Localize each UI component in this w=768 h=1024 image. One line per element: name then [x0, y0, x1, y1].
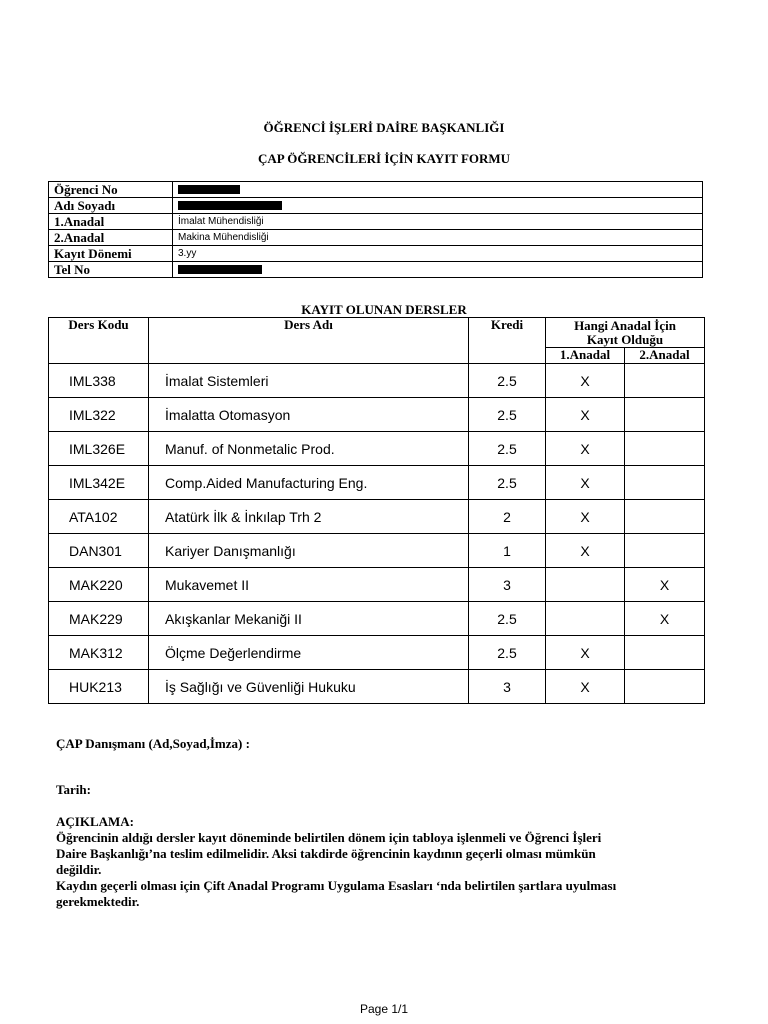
major-1-mark: X: [546, 670, 625, 704]
course-credit: 2.5: [469, 602, 546, 636]
header-major-1: 1.Anadal: [546, 348, 625, 364]
course-row: [49, 636, 705, 670]
date-label: Tarih:: [56, 782, 91, 797]
courses-heading: KAYIT OLUNAN DERSLER: [301, 302, 467, 317]
major-1-mark: [546, 568, 625, 602]
course-row: [49, 602, 705, 636]
course-name: İş Sağlığı ve Güvenliği Hukuku: [149, 670, 469, 704]
course-row: [49, 466, 705, 500]
courses-table: [48, 317, 705, 704]
major-1-mark: X: [546, 500, 625, 534]
major-1-mark: [546, 602, 625, 636]
course-code: DAN301: [49, 534, 149, 568]
student-field-label: 1.Anadal: [49, 214, 173, 230]
redaction-bar: [178, 265, 262, 274]
header-course-code: Ders Kodu: [49, 318, 149, 364]
major-2-mark: [625, 534, 705, 568]
course-name: Akışkanlar Mekaniği II: [149, 602, 469, 636]
major-2-mark: X: [625, 602, 705, 636]
form-title: ÇAP ÖĞRENCİLERİ İÇİN KAYIT FORMU: [257, 151, 511, 166]
header-course-name: Ders Adı: [149, 318, 469, 364]
course-credit: 3: [469, 670, 546, 704]
header-major-2: 2.Anadal: [625, 348, 705, 364]
course-code: HUK213: [49, 670, 149, 704]
course-row: [49, 364, 705, 398]
course-code: MAK229: [49, 602, 149, 636]
course-row: [49, 398, 705, 432]
major-2-mark: [625, 432, 705, 466]
advisor-signature-label: ÇAP Danışmanı (Ad,Soyad,İmza) :: [56, 736, 250, 751]
student-info-row: [49, 246, 703, 262]
student-field-value: [173, 182, 703, 198]
major-2-mark: X: [625, 568, 705, 602]
student-info-row: [49, 262, 703, 278]
office-title: ÖĞRENCİ İŞLERİ DAİRE BAŞKANLIĞI: [263, 120, 505, 135]
major-2-mark: [625, 500, 705, 534]
course-row: [49, 670, 705, 704]
course-row: [49, 534, 705, 568]
course-credit: 2.5: [469, 398, 546, 432]
course-code: ATA102: [49, 500, 149, 534]
explanation-line: Öğrencinin aldığı dersler kayıt döneminde belirtilen dönem için tabloya işlenmeli ve Öğrenci İşleri: [56, 830, 602, 845]
course-name: Kariyer Danışmanlığı: [149, 534, 469, 568]
course-name: İmalat Sistemleri: [149, 364, 469, 398]
student-field-value: Makina Mühendisliği: [173, 230, 703, 246]
course-name: Atatürk İlk & İnkılap Trh 2: [149, 500, 469, 534]
major-2-mark: [625, 636, 705, 670]
course-credit: 3: [469, 568, 546, 602]
course-code: MAK220: [49, 568, 149, 602]
student-field-value: 3.yy: [173, 246, 703, 262]
course-code: IML338: [49, 364, 149, 398]
student-info-row: [49, 214, 703, 230]
course-code: MAK312: [49, 636, 149, 670]
course-credit: 1: [469, 534, 546, 568]
course-credit: 2.5: [469, 364, 546, 398]
course-name: Comp.Aided Manufacturing Eng.: [149, 466, 469, 500]
course-code: IML322: [49, 398, 149, 432]
major-1-mark: X: [546, 534, 625, 568]
student-info-row: [49, 182, 703, 198]
explanation-line: değildir.: [56, 862, 102, 877]
major-1-mark: X: [546, 398, 625, 432]
page-number: Page 1/1: [359, 1002, 409, 1016]
major-1-mark: X: [546, 432, 625, 466]
header-credit: Kredi: [469, 318, 546, 364]
student-field-label: 2.Anadal: [49, 230, 173, 246]
major-1-mark: X: [546, 466, 625, 500]
major-2-mark: [625, 466, 705, 500]
explanation-title: AÇIKLAMA:: [56, 814, 134, 829]
course-name: Ölçme Değerlendirme: [149, 636, 469, 670]
course-credit: 2: [469, 500, 546, 534]
explanation-line: Daire Başkanlığı’na teslim edilmelidir. Aksi takdirde öğrencinin kaydının geçerli olması mümkün: [56, 846, 596, 861]
student-field-label: Adı Soyadı: [49, 198, 173, 214]
student-field-value: [173, 198, 703, 214]
major-1-mark: X: [546, 364, 625, 398]
course-row: [49, 568, 705, 602]
course-name: Mukavemet II: [149, 568, 469, 602]
student-field-label: Tel No: [49, 262, 173, 278]
major-2-mark: [625, 670, 705, 704]
student-field-value: İmalat Mühendisliği: [173, 214, 703, 230]
major-1-mark: X: [546, 636, 625, 670]
explanation-line: gerekmektedir.: [56, 894, 140, 909]
major-2-mark: [625, 364, 705, 398]
header-which-major: Hangi Anadal İçin Kayıt Olduğu: [546, 318, 705, 348]
course-name: Manuf. of Nonmetalic Prod.: [149, 432, 469, 466]
course-code: IML342E: [49, 466, 149, 500]
student-info-row: [49, 198, 703, 214]
student-info-table: [48, 181, 703, 278]
course-row: [49, 500, 705, 534]
student-field-label: Öğrenci No: [49, 182, 173, 198]
course-name: İmalatta Otomasyon: [149, 398, 469, 432]
course-row: [49, 432, 705, 466]
student-field-value: [173, 262, 703, 278]
major-2-mark: [625, 398, 705, 432]
student-info-row: [49, 230, 703, 246]
explanation-block: [56, 814, 706, 910]
student-field-label: Kayıt Dönemi: [49, 246, 173, 262]
redaction-bar: [178, 185, 240, 194]
course-credit: 2.5: [469, 466, 546, 500]
course-code: IML326E: [49, 432, 149, 466]
course-credit: 2.5: [469, 432, 546, 466]
explanation-line: Kaydın geçerli olması için Çift Anadal Programı Uygulama Esasları ‘nda belirtilen şartlara uyulması: [56, 878, 617, 893]
redaction-bar: [178, 201, 282, 210]
course-credit: 2.5: [469, 636, 546, 670]
